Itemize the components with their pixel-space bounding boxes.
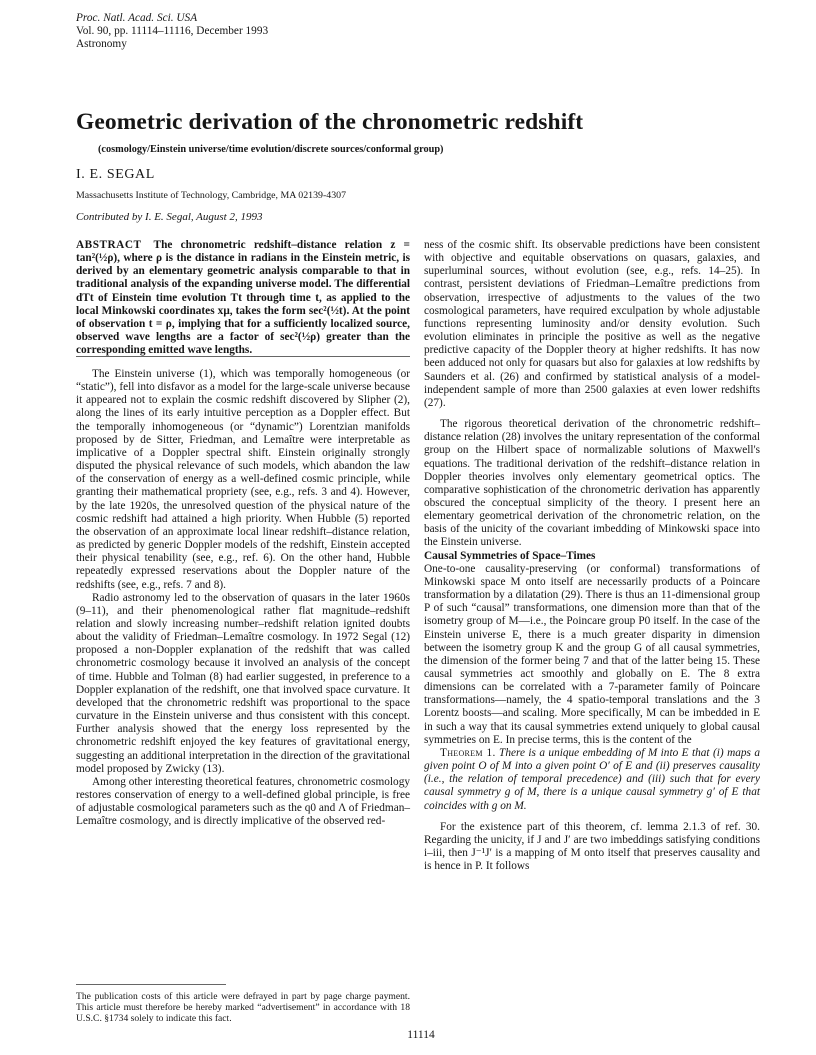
body-paragraph: Radio astronomy led to the observation of quasars in the later 1960s (9–11), and their phenomenological rather flat magnitude–redshift relation and slowly increasing number–redshift relation ignited doubts about the validity of Friedman–Lemaître cosmology. In 1972 Segal (12) proposed a non-Doppler explanation of the redshift that was called chronometric cosmology because it involved an analysis of the concept of time. Hubble and Tolman (8) had earlier suggested, in preference to a Doppler explanation of the redshift, one that involved space curvature. It developed that the chronometric redshift was proportional to the space curvature in the Einstein universe and thus consistent with this concept. Further analysis showed that the energy loss represented by the chronometric redshift enjoyed the key features of gravitational energy, suggesting an additional interpretation in the direction of the gravitational model proposed by Zwicky (13). [76,591,410,775]
keywords: (cosmology/Einstein universe/time evolution/discrete sources/conformal group) [98,144,444,155]
body-paragraph: One-to-one causality-preserving (or conformal) transformations of Minkowski space M onto itself are necessarily products of a Poincare transformation by a dilatation (29). There is thus an 11-dimensional group P of such “causal” transformations, one dimension more than that of the isometry group of M—i.e., the Poincare group P0 itself. In the case of the Einstein universe E, there is a much greater disparity in dimension between the isometry group K and the group G of all causal symmetries, the dimension of the former being 7 and that of the latter being 15. These causal symmetries act smoothly and globally on E. The 8 extra dimensions can be correlated with a 7-parameter family of Poincare transformations—namely, the 4 spatio-temporal translations and the 3 Lorentz boosts—and scaling. More specifically, M can be imbedded in E in such a way that its causal symmetries extend uniquely to global causal symmetries on E. In precise terms, this is the content of the [424,562,760,746]
section-heading: Causal Symmetries of Space–Times [424,549,596,562]
author: I. E. SEGAL [76,167,155,182]
journal-section: Astronomy [76,37,127,50]
journal-volume: Vol. 90, pp. 11114–11116, December 1993 [76,24,269,37]
journal-header [76,12,268,50]
body-paragraph: Among other interesting theoretical features, chronometric cosmology restores conservation of energy to a well-defined global principle, is free of adjustable cosmological parameters such as the q0 and Λ of Friedman–Lemaître cosmology, and is directly implicative of the observed red- [76,775,410,828]
page-number: 11114 [407,1029,435,1041]
body-paragraph: The Einstein universe (1), which was temporally homogeneous (or “static”), fell into disfavor as a model for the large-scale universe because it appeared not to explain the cosmic redshift discovered by Slipher (2), along the lines of its early intuitive perception as a Doppler effect. But the temporally inhomogeneous (or “dynamic”) Lorentzian manifolds proposed by de Sitter, Friedman, and Lemaître were interpretable as implicative of a Doppler spectral shift. Einstein originally strongly disputed the physical relevance of such models, which abandon the law of the conservation of energy as a well-defined cosmic principle, while granting their mathematical propriety (see, e.g., refs. 3 and 4). However, by the late 1920s, the unresolved question of the physical nature of the cosmic redshift had attained a high priority. When Hubble (5) reported the observation of an approximate local linear redshift–distance relation, as predicted by generic Doppler models of the redshift, Einstein accepted their physical tenability (see, e.g., ref. 6). On the other hand, Hubble repeatedly expressed reservations about the Doppler nature of the redshifts (see, e.g., refs. 7 and 8). [76,368,410,591]
footnote: The publication costs of this article were defrayed in part by page charge payment. This article must therefore be hereby marked “advertisement” in accordance with 18 U.S.C. §1734 solely to indicate this fact. [76,991,410,1025]
contributed-by: Contributed by I. E. Segal, August 2, 1993 [76,211,263,223]
journal-name: Proc. Natl. Acad. Sci. USA [76,12,198,24]
abstract [76,239,410,357]
body-paragraph: The rigorous theoretical derivation of the chronometric redshift–distance relation (28) involves the unitary representation of the conformal group on the Hilbert space of normalizable solutions of Maxwell's equations. The traditional derivation of the redshift–distance relation in Doppler theories involves only elementary geometrical optics. The comparative sophistication of the chronometric derivation has apparently obscured the conceptual simplicity of the theory. I present here an elementary geometrical derivation of the chronometric relation, on the basis of the unicity of the covariant imbedding of Minkowski space into the Einstein universe. [424,418,760,549]
abstract-text: The chronometric redshift–distance relation z = tan²(½ρ), where ρ is the distance in radians in the Einstein metric, is derived by an elementary geometric analysis comparable to that in traditional analysis of the expanding universe model. The differential dTt of Einstein time evolution Tt through time t, as applied to the local Minkowski coordinates xμ, takes the form sec²(½t). At the point of observation t = ρ, implying that for a sufficiently localized source, observed wave lengths are a factor of sec²(½ρ) greater than the corresponding emitted wave lengths. [76,239,410,357]
footnote-divider [76,984,226,985]
right-column [424,239,760,873]
body-paragraph: ness of the cosmic shift. Its observable predictions have been consistent with objective and equitable observations on quasars, galaxies, and superluminal sources, without evolution (see, e.g., refs. 14–25). In contrast, persistent deviations of Friedman–Lemaître predictions from observation, irrespective of adjustments to the values of the two cosmological parameters, have required exculpation by whole adjustable functions representing luminosity and/or density evolution. Such evolution eliminates in principle the positive as well as the negative predictive capacity of the Doppler theory at higher redshifts. It has now been adduced not only for quasars but also for galaxies at low redshifts by Saunders et al. (26) and confirmed by statistical analysis of a model-independent sample of more than 2500 galaxies at even lower redshifts (27). [424,239,760,409]
body-paragraph: For the existence part of this theorem, cf. lemma 2.1.3 of ref. 30. Regarding the unicity, if J and J′ are two imbeddings satisfying conditions i–iii, then J⁻¹J′ is a mapping of M onto itself that preserves causality and is hence in P. It follows [424,820,760,873]
abstract-divider [76,356,410,357]
left-column [76,368,410,828]
article-title: Geometric derivation of the chronometric redshift [76,109,584,135]
affiliation: Massachusetts Institute of Technology, Cambridge, MA 02139-4307 [76,190,347,201]
theorem-text: There is a unique embedding of M into E that (i) maps a given point O of M into a given point O′ of E and (ii) preserves causality (i.e., the relation of temporal precedence) and (iii) such that for every causal symmetry g of M, there is a unique causal symmetry g′ of E that coincides with g on M. [424,746,761,812]
abstract-label: ABSTRACT [76,239,142,251]
theorem-label: Theorem 1. [440,746,496,759]
